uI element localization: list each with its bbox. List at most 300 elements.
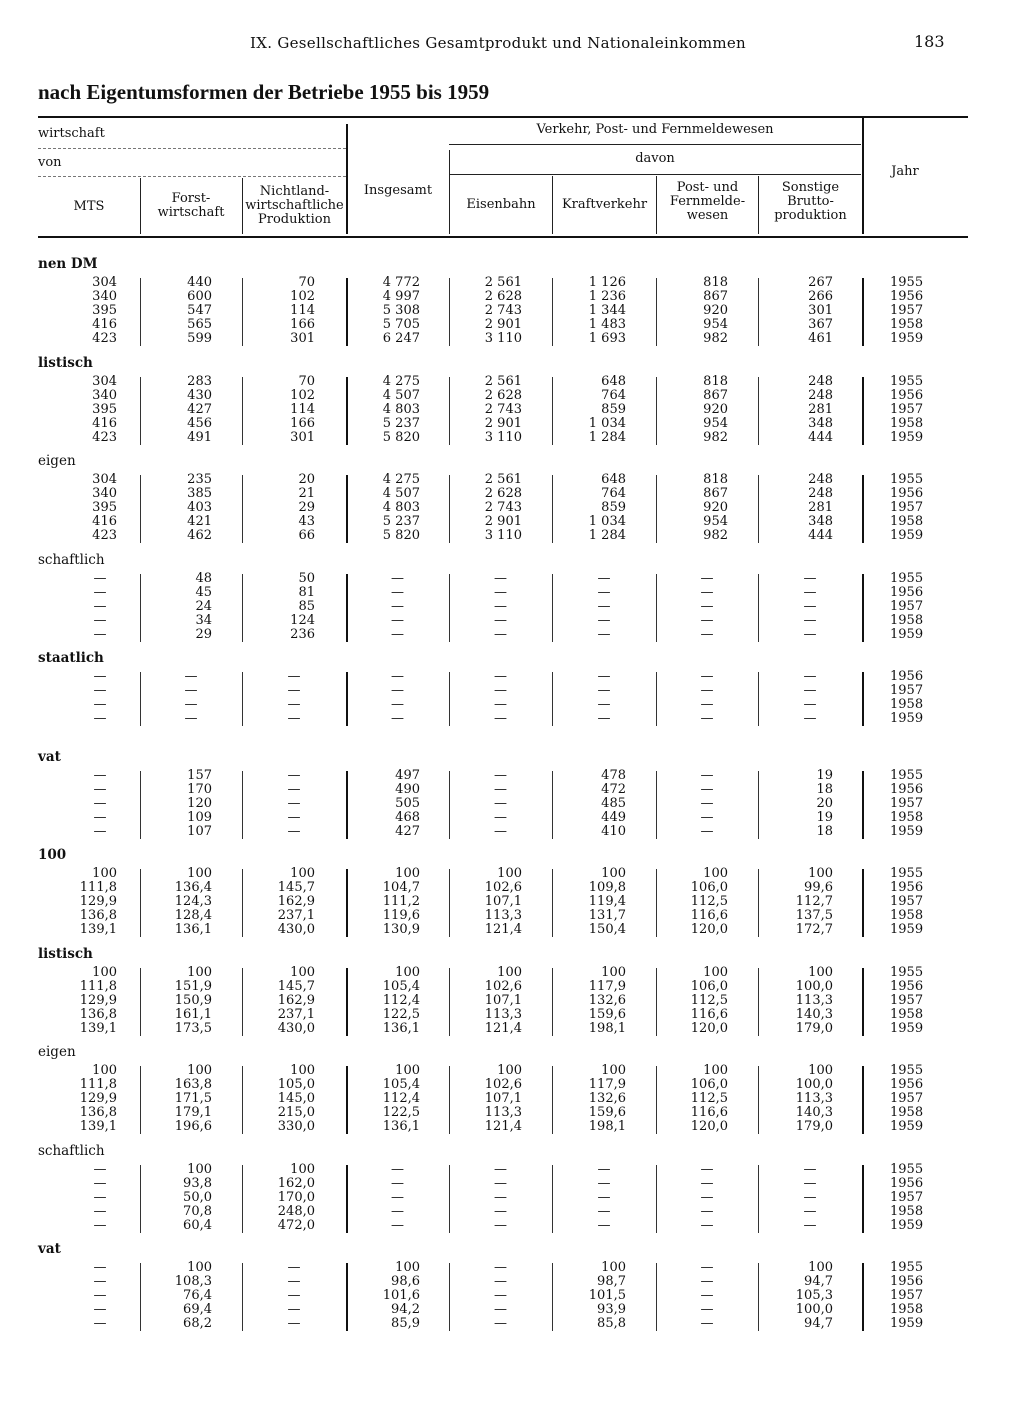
section-label: eigen bbox=[38, 453, 76, 469]
cell-forst: 100 bbox=[187, 1260, 212, 1275]
cell-kraftverkehr: 1 284 bbox=[588, 528, 626, 543]
cell-sonstige: 140,3 bbox=[795, 1006, 833, 1022]
cell-sonstige: 179,0 bbox=[795, 1119, 833, 1134]
header-top-rule bbox=[38, 116, 968, 118]
cell-post: 867 bbox=[703, 289, 728, 304]
cell-mts: — bbox=[93, 1175, 107, 1191]
cell-insgesamt: 4 507 bbox=[382, 387, 420, 403]
cell-insgesamt: 100 bbox=[395, 1260, 420, 1275]
cell-eisenbahn: — bbox=[494, 683, 507, 698]
table-row bbox=[0, 966, 1024, 980]
cell-insgesamt: 136,1 bbox=[382, 1020, 420, 1036]
cell-sonstige: 348 bbox=[808, 514, 833, 529]
cell-sonstige: 140,3 bbox=[795, 1105, 833, 1120]
cell-kraftverkehr: 100 bbox=[601, 866, 626, 881]
header-wirtschaft: wirtschaft bbox=[38, 126, 105, 141]
cell-jahr: 1959 bbox=[890, 429, 924, 445]
cell-mts: — bbox=[93, 584, 107, 600]
cell-mts: — bbox=[93, 1217, 107, 1233]
cell-jahr: 1955 bbox=[890, 1161, 924, 1177]
cell-eisenbahn: — bbox=[494, 767, 507, 783]
running-head: IX. Gesellschaftliches Gesamtprodukt und Nationaleinkommen bbox=[250, 34, 747, 52]
cell-mts: — bbox=[93, 1260, 107, 1275]
cell-kraftverkehr: 648 bbox=[601, 373, 626, 389]
cell-forst: 385 bbox=[187, 486, 212, 501]
cell-post: 954 bbox=[703, 317, 728, 332]
table-row bbox=[0, 1064, 1024, 1078]
cell-nichtland: 114 bbox=[290, 401, 315, 417]
cell-eisenbahn: 3 110 bbox=[484, 331, 522, 346]
cell-nichtland: — bbox=[287, 795, 301, 811]
table-row bbox=[0, 628, 1024, 642]
cell-forst: — bbox=[184, 711, 198, 726]
table-section bbox=[0, 546, 1024, 645]
cell-eisenbahn: — bbox=[494, 1288, 507, 1303]
cell-kraftverkehr: — bbox=[597, 570, 611, 586]
table-row bbox=[0, 1078, 1024, 1092]
cell-kraftverkehr: — bbox=[597, 683, 611, 698]
cell-mts: 416 bbox=[92, 514, 117, 529]
cell-eisenbahn: 3 110 bbox=[484, 429, 522, 445]
cell-eisenbahn: — bbox=[494, 1274, 507, 1289]
data-table bbox=[0, 250, 1024, 1334]
cell-sonstige: 18 bbox=[816, 781, 833, 797]
table-section bbox=[0, 1137, 1024, 1236]
cell-nichtland: 105,0 bbox=[277, 1077, 315, 1092]
cell-mts: 100 bbox=[92, 964, 117, 980]
cell-eisenbahn: — bbox=[494, 669, 507, 684]
cell-insgesamt: — bbox=[391, 669, 404, 684]
cell-nichtland: — bbox=[287, 823, 301, 839]
cell-kraftverkehr: 131,7 bbox=[588, 908, 626, 923]
header-kraftverkehr: Kraftverkehr bbox=[561, 197, 648, 212]
cell-kraftverkehr: — bbox=[597, 1217, 611, 1233]
cell-eisenbahn: — bbox=[494, 1203, 507, 1219]
cell-forst: 157 bbox=[187, 767, 212, 783]
table-row bbox=[0, 811, 1024, 825]
cell-post: 982 bbox=[703, 429, 728, 445]
cell-jahr: 1958 bbox=[890, 612, 924, 628]
cell-post: 818 bbox=[703, 472, 728, 487]
cell-nichtland: 100 bbox=[290, 964, 315, 980]
table-row bbox=[0, 797, 1024, 811]
cell-mts: 136,8 bbox=[79, 1105, 117, 1120]
cell-eisenbahn: — bbox=[494, 598, 507, 614]
cell-jahr: 1956 bbox=[890, 387, 924, 403]
cell-forst: 107 bbox=[187, 823, 212, 839]
cell-jahr: 1957 bbox=[890, 1288, 924, 1303]
cell-forst: 68,2 bbox=[183, 1316, 212, 1331]
cell-kraftverkehr: — bbox=[597, 626, 611, 642]
cell-kraftverkehr: 198,1 bbox=[588, 1119, 626, 1134]
cell-eisenbahn: 107,1 bbox=[484, 1091, 522, 1106]
cell-sonstige: — bbox=[803, 1217, 817, 1233]
cell-mts: 340 bbox=[92, 387, 117, 403]
cell-kraftverkehr: — bbox=[597, 1203, 611, 1219]
cell-kraftverkehr: 410 bbox=[601, 823, 626, 839]
cell-kraftverkehr: 101,5 bbox=[588, 1288, 626, 1303]
cell-forst: 76,4 bbox=[183, 1288, 212, 1303]
cell-post: 106,0 bbox=[690, 1077, 728, 1092]
cell-post: 920 bbox=[703, 401, 728, 417]
cell-nichtland: 50 bbox=[298, 570, 315, 586]
cell-forst: 45 bbox=[195, 584, 212, 600]
cell-jahr: 1958 bbox=[890, 415, 924, 431]
cell-eisenbahn: — bbox=[494, 612, 507, 628]
cell-insgesamt: 4 275 bbox=[382, 472, 420, 487]
cell-kraftverkehr: — bbox=[597, 1161, 611, 1177]
cell-sonstige: 18 bbox=[816, 823, 833, 839]
cell-mts: 416 bbox=[92, 317, 117, 332]
table-row bbox=[0, 1022, 1024, 1036]
cell-kraftverkehr: 198,1 bbox=[588, 1020, 626, 1036]
cell-insgesamt: 111,2 bbox=[382, 894, 420, 909]
cell-mts: — bbox=[93, 626, 107, 642]
cell-insgesamt: 105,4 bbox=[382, 978, 420, 994]
cell-post: 920 bbox=[703, 500, 728, 515]
cell-eisenbahn: 102,6 bbox=[484, 880, 522, 895]
cell-post: 112,5 bbox=[690, 992, 728, 1008]
cell-nichtland: 162,0 bbox=[277, 1175, 315, 1191]
cell-mts: — bbox=[93, 1189, 107, 1205]
cell-sonstige: 20 bbox=[816, 795, 833, 811]
cell-mts: 304 bbox=[92, 275, 117, 290]
cell-nichtland: 124 bbox=[290, 612, 315, 628]
cell-sonstige: 99,6 bbox=[804, 880, 833, 895]
cell-jahr: 1956 bbox=[890, 880, 924, 895]
cell-kraftverkehr: 1 284 bbox=[588, 429, 626, 445]
cell-post: 116,6 bbox=[690, 1105, 728, 1120]
cell-sonstige: — bbox=[803, 584, 817, 600]
cell-post: 818 bbox=[703, 373, 728, 389]
cell-post: — bbox=[700, 1175, 714, 1191]
cell-post: 100 bbox=[703, 964, 728, 980]
cell-eisenbahn: 2 561 bbox=[484, 472, 522, 487]
table-row bbox=[0, 670, 1024, 684]
cell-sonstige: 19 bbox=[816, 767, 833, 783]
cell-sonstige: 100,0 bbox=[795, 978, 833, 994]
cell-forst: 136,4 bbox=[174, 880, 212, 895]
cell-post: 120,0 bbox=[690, 922, 728, 937]
header-sep-3 bbox=[346, 124, 348, 234]
table-row bbox=[0, 769, 1024, 783]
cell-kraftverkehr: 85,8 bbox=[597, 1316, 626, 1331]
cell-jahr: 1955 bbox=[890, 866, 924, 881]
cell-nichtland: 330,0 bbox=[277, 1119, 315, 1134]
table-section bbox=[0, 250, 1024, 349]
cell-nichtland: 430,0 bbox=[277, 1020, 315, 1036]
cell-insgesamt: — bbox=[391, 1175, 404, 1191]
cell-mts: — bbox=[93, 570, 107, 586]
cell-nichtland: 162,9 bbox=[277, 992, 315, 1008]
cell-mts: 423 bbox=[92, 528, 117, 543]
cell-eisenbahn: 107,1 bbox=[484, 894, 522, 909]
cell-mts: 304 bbox=[92, 472, 117, 487]
cell-eisenbahn: 100 bbox=[497, 866, 522, 881]
table-row bbox=[0, 501, 1024, 515]
table-row bbox=[0, 586, 1024, 600]
cell-post: 954 bbox=[703, 415, 728, 431]
section-label: listisch bbox=[38, 945, 93, 962]
cell-forst: 599 bbox=[187, 331, 212, 346]
cell-eisenbahn: 107,1 bbox=[484, 992, 522, 1008]
cell-mts: 111,8 bbox=[79, 1077, 117, 1092]
cell-nichtland: — bbox=[287, 1302, 301, 1317]
cell-sonstige: — bbox=[803, 1175, 817, 1191]
section-label: 100 bbox=[38, 847, 67, 863]
cell-nichtland: 100 bbox=[290, 1161, 315, 1177]
cell-eisenbahn: 2 561 bbox=[484, 373, 522, 389]
cell-sonstige: 105,3 bbox=[795, 1288, 833, 1303]
cell-post: 867 bbox=[703, 486, 728, 501]
cell-sonstige: 248 bbox=[808, 472, 833, 487]
cell-eisenbahn: 2 561 bbox=[484, 275, 522, 290]
cell-post: — bbox=[700, 711, 714, 726]
cell-jahr: 1958 bbox=[890, 1105, 924, 1120]
cell-eisenbahn: — bbox=[494, 809, 507, 825]
cell-insgesamt: — bbox=[391, 697, 404, 712]
cell-jahr: 1958 bbox=[890, 908, 924, 923]
cell-kraftverkehr: 1 693 bbox=[588, 331, 626, 346]
section-label: schaftlich bbox=[38, 1142, 105, 1159]
cell-kraftverkehr: 117,9 bbox=[588, 978, 626, 994]
cell-forst: 50,0 bbox=[183, 1189, 212, 1205]
cell-kraftverkehr: — bbox=[597, 598, 611, 614]
cell-kraftverkehr: 150,4 bbox=[588, 922, 626, 937]
cell-nichtland: 166 bbox=[290, 415, 315, 431]
cell-jahr: 1959 bbox=[890, 922, 924, 937]
table-row bbox=[0, 867, 1024, 881]
cell-jahr: 1955 bbox=[890, 570, 924, 586]
table-row bbox=[0, 572, 1024, 586]
cell-nichtland: 102 bbox=[290, 387, 315, 403]
cell-insgesamt: 85,9 bbox=[391, 1316, 420, 1331]
cell-post: 818 bbox=[703, 275, 728, 290]
cell-sonstige: 301 bbox=[808, 303, 833, 318]
table-row bbox=[0, 1008, 1024, 1022]
cell-post: 100 bbox=[703, 1063, 728, 1078]
cell-post: — bbox=[700, 570, 714, 586]
cell-post: — bbox=[700, 1161, 714, 1177]
cell-mts: 100 bbox=[92, 1063, 117, 1078]
cell-nichtland: — bbox=[287, 1260, 301, 1275]
cell-insgesamt: 98,6 bbox=[391, 1274, 420, 1289]
cell-sonstige: 248 bbox=[808, 373, 833, 389]
table-section bbox=[0, 743, 1024, 842]
cell-insgesamt: 130,9 bbox=[382, 922, 420, 937]
cell-jahr: 1956 bbox=[890, 486, 924, 501]
cell-kraftverkehr: 100 bbox=[601, 964, 626, 980]
cell-mts: — bbox=[93, 1302, 107, 1317]
cell-post: 106,0 bbox=[690, 880, 728, 895]
cell-forst: 235 bbox=[187, 472, 212, 487]
cell-eisenbahn: 113,3 bbox=[484, 1006, 522, 1022]
cell-eisenbahn: — bbox=[494, 781, 507, 797]
cell-jahr: 1959 bbox=[890, 1316, 924, 1331]
cell-nichtland: — bbox=[287, 1274, 301, 1289]
cell-post: — bbox=[700, 669, 714, 684]
cell-forst: 456 bbox=[187, 415, 212, 431]
cell-insgesamt: 5 820 bbox=[382, 528, 420, 543]
cell-sonstige: 113,3 bbox=[795, 1091, 833, 1106]
cell-kraftverkehr: 1 483 bbox=[588, 317, 626, 332]
table-row bbox=[0, 980, 1024, 994]
cell-jahr: 1958 bbox=[890, 809, 924, 825]
cell-kraftverkehr: 1 034 bbox=[588, 415, 626, 431]
cell-forst: 600 bbox=[187, 289, 212, 304]
cell-jahr: 1957 bbox=[890, 401, 924, 417]
cell-forst: 547 bbox=[187, 303, 212, 318]
header-post: Post- und Fernmelde- wesen bbox=[669, 180, 746, 223]
cell-mts: 111,8 bbox=[79, 978, 117, 994]
cell-mts: — bbox=[93, 669, 107, 684]
cell-forst: 196,6 bbox=[174, 1119, 212, 1134]
cell-post: — bbox=[700, 823, 714, 839]
cell-post: 116,6 bbox=[690, 1006, 728, 1022]
cell-post: 920 bbox=[703, 303, 728, 318]
cell-mts: 139,1 bbox=[79, 1020, 117, 1036]
cell-jahr: 1956 bbox=[890, 978, 924, 994]
cell-nichtland: 100 bbox=[290, 1063, 315, 1078]
cell-eisenbahn: — bbox=[494, 1189, 507, 1205]
cell-post: — bbox=[700, 1288, 714, 1303]
cell-kraftverkehr: 159,6 bbox=[588, 1006, 626, 1022]
cell-jahr: 1957 bbox=[890, 500, 924, 515]
cell-nichtland: 145,7 bbox=[277, 880, 315, 895]
cell-eisenbahn: 121,4 bbox=[484, 1020, 522, 1036]
cell-insgesamt: 468 bbox=[395, 809, 420, 825]
cell-insgesamt: — bbox=[391, 1189, 404, 1205]
header-rule-davon bbox=[449, 174, 861, 175]
cell-mts: — bbox=[93, 1288, 107, 1303]
cell-sonstige: 112,7 bbox=[795, 894, 833, 909]
cell-sonstige: 137,5 bbox=[795, 908, 833, 923]
cell-mts: 136,8 bbox=[79, 1006, 117, 1022]
table-row bbox=[0, 304, 1024, 318]
cell-kraftverkehr: 648 bbox=[601, 472, 626, 487]
table-row bbox=[0, 1275, 1024, 1289]
cell-kraftverkehr: — bbox=[597, 1189, 611, 1205]
cell-insgesamt: 5 705 bbox=[382, 317, 420, 332]
cell-eisenbahn: — bbox=[494, 1217, 507, 1233]
cell-nichtland: 81 bbox=[298, 584, 315, 600]
cell-nichtland: 85 bbox=[298, 598, 315, 614]
cell-forst: 136,1 bbox=[174, 922, 212, 937]
cell-kraftverkehr: 859 bbox=[601, 401, 626, 417]
section-label: staatlich bbox=[38, 650, 104, 666]
header-sonstige: Sonstige Brutto- produktion bbox=[774, 180, 847, 223]
table-row bbox=[0, 1120, 1024, 1134]
cell-eisenbahn: 2 743 bbox=[484, 303, 522, 318]
cell-forst: 24 bbox=[195, 598, 212, 614]
cell-insgesamt: 5 308 bbox=[382, 303, 420, 318]
cell-eisenbahn: 2 743 bbox=[484, 500, 522, 515]
cell-sonstige: 113,3 bbox=[795, 992, 833, 1008]
cell-post: — bbox=[700, 697, 714, 712]
cell-nichtland: 170,0 bbox=[277, 1189, 315, 1205]
cell-nichtland: 301 bbox=[290, 429, 315, 445]
cell-jahr: 1957 bbox=[890, 795, 924, 811]
cell-nichtland: 237,1 bbox=[277, 1006, 315, 1022]
cell-sonstige: — bbox=[803, 711, 817, 726]
table-row bbox=[0, 1289, 1024, 1303]
cell-kraftverkehr: 1 034 bbox=[588, 514, 626, 529]
cell-post: — bbox=[700, 1274, 714, 1289]
cell-post: — bbox=[700, 598, 714, 614]
cell-insgesamt: 122,5 bbox=[382, 1105, 420, 1120]
cell-eisenbahn: 2 901 bbox=[484, 317, 522, 332]
table-row bbox=[0, 1317, 1024, 1331]
cell-forst: 60,4 bbox=[183, 1217, 212, 1233]
cell-post: — bbox=[700, 795, 714, 811]
cell-nichtland: — bbox=[287, 697, 301, 712]
cell-post: — bbox=[700, 1217, 714, 1233]
cell-forst: 109 bbox=[187, 809, 212, 825]
header-jahr: Jahr bbox=[891, 164, 919, 179]
cell-insgesamt: 112,4 bbox=[382, 1091, 420, 1106]
cell-eisenbahn: 121,4 bbox=[484, 922, 522, 937]
cell-insgesamt: 101,6 bbox=[382, 1288, 420, 1303]
cell-sonstige: 100,0 bbox=[795, 1302, 833, 1317]
table-section bbox=[0, 447, 1024, 546]
table-row bbox=[0, 923, 1024, 937]
cell-jahr: 1956 bbox=[890, 1077, 924, 1092]
cell-nichtland: 70 bbox=[298, 373, 315, 389]
cell-mts: 340 bbox=[92, 289, 117, 304]
cell-sonstige: 281 bbox=[808, 500, 833, 515]
cell-kraftverkehr: 478 bbox=[601, 767, 626, 783]
header-nichtland: Nichtland- wirtschaftliche Produktion bbox=[245, 184, 344, 227]
cell-nichtland: 145,0 bbox=[277, 1091, 315, 1106]
cell-jahr: 1955 bbox=[890, 472, 924, 487]
cell-insgesamt: 4 772 bbox=[382, 275, 420, 290]
cell-jahr: 1957 bbox=[890, 303, 924, 318]
cell-forst: 421 bbox=[187, 514, 212, 529]
cell-eisenbahn: 2 628 bbox=[484, 387, 522, 403]
cell-nichtland: 66 bbox=[298, 528, 315, 543]
cell-forst: 161,1 bbox=[174, 1006, 212, 1022]
cell-insgesamt: 100 bbox=[395, 964, 420, 980]
cell-eisenbahn: 100 bbox=[497, 964, 522, 980]
cell-jahr: 1959 bbox=[890, 1020, 924, 1036]
cell-kraftverkehr: 132,6 bbox=[588, 1091, 626, 1106]
cell-kraftverkehr: — bbox=[597, 584, 611, 600]
table-row bbox=[0, 881, 1024, 895]
cell-insgesamt: 4 803 bbox=[382, 500, 420, 515]
cell-nichtland: 20 bbox=[298, 472, 315, 487]
cell-mts: — bbox=[93, 1203, 107, 1219]
cell-forst: 29 bbox=[195, 626, 212, 642]
table-section bbox=[0, 841, 1024, 940]
cell-sonstige: 19 bbox=[816, 809, 833, 825]
cell-sonstige: 100 bbox=[808, 866, 833, 881]
table-row bbox=[0, 825, 1024, 839]
cell-eisenbahn: — bbox=[494, 570, 507, 586]
cell-insgesamt: 6 247 bbox=[382, 331, 420, 346]
cell-insgesamt: 490 bbox=[395, 781, 420, 797]
cell-forst: — bbox=[184, 697, 198, 712]
header-sep-1 bbox=[140, 178, 141, 234]
cell-nichtland: 114 bbox=[290, 303, 315, 318]
cell-forst: 462 bbox=[187, 528, 212, 543]
table-row bbox=[0, 712, 1024, 726]
cell-kraftverkehr: — bbox=[597, 697, 611, 712]
cell-nichtland: — bbox=[287, 1316, 301, 1331]
cell-nichtland: — bbox=[287, 781, 301, 797]
cell-sonstige: 248 bbox=[808, 387, 833, 403]
cell-insgesamt: 94,2 bbox=[391, 1302, 420, 1317]
cell-insgesamt: 505 bbox=[395, 795, 420, 811]
